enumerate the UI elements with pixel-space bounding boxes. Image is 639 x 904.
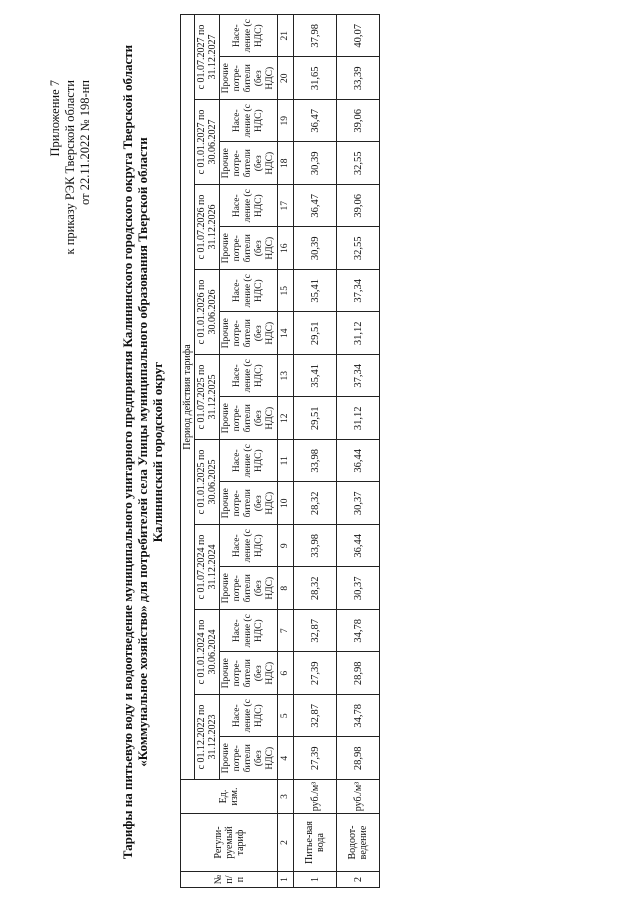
tariff-value: 33,98 (294, 525, 337, 568)
category-other-consumers: Прочие потре-бители (без НДС) (220, 227, 278, 270)
category-population: Насе-ление (с НДС) (220, 270, 278, 313)
row-number: 2 (337, 872, 380, 888)
period-header: с 01.01.2027 по 30.06.2027 (195, 100, 220, 185)
column-number: 14 (278, 312, 294, 355)
tariff-value: 36,47 (294, 100, 337, 143)
column-number: 19 (278, 100, 294, 143)
table-row (337, 15, 380, 888)
tariff-value: 32,55 (337, 227, 380, 270)
column-number: 11 (278, 440, 294, 483)
column-number: 2 (278, 814, 294, 872)
category-other-consumers: Прочие потре-бители (без НДС) (220, 57, 278, 100)
unit-cell: руб./м³ (337, 780, 380, 814)
category-other-consumers: Прочие потре-бители (без НДС) (220, 567, 278, 610)
tariff-value: 30,37 (337, 567, 380, 610)
tariff-value: 31,65 (294, 57, 337, 100)
row-number: 1 (294, 872, 337, 888)
category-other-consumers: Прочие потре-бители (без НДС) (220, 312, 278, 355)
tariff-value: 29,51 (294, 397, 337, 440)
category-population: Насе-ление (с НДС) (220, 185, 278, 228)
tariff-value: 33,39 (337, 57, 380, 100)
column-number: 6 (278, 652, 294, 695)
tariff-value: 28,98 (337, 737, 380, 780)
category-other-consumers: Прочие потре-бители (без НДС) (220, 142, 278, 185)
tariff-value: 37,98 (294, 15, 337, 58)
period-header: с 01.01.2025 по 30.06.2025 (195, 440, 220, 525)
table-body (294, 15, 380, 888)
category-population: Насе-ление (с НДС) (220, 15, 278, 58)
column-number: 1 (278, 872, 294, 888)
period-header: с 01.12.2022 по 31.12.2023 (195, 695, 220, 780)
tariff-name: Питье-вая вода (294, 814, 337, 872)
category-other-consumers: Прочие потре-бители (без НДС) (220, 652, 278, 695)
period-header: с 01.07.2027 по 31.12.2027 (195, 15, 220, 100)
tariff-value: 30,39 (294, 142, 337, 185)
title-line-3: Калининский городской округ (150, 361, 165, 543)
category-other-consumers: Прочие потре-бители (без НДС) (220, 482, 278, 525)
tariff-value: 37,34 (337, 270, 380, 313)
header-row-dates (195, 15, 220, 888)
tariff-value: 30,39 (294, 227, 337, 270)
period-header: с 01.07.2025 по 31.12.2025 (195, 355, 220, 440)
category-population: Насе-ление (с НДС) (220, 440, 278, 483)
tariff-value: 28,32 (294, 482, 337, 525)
title-line-1: Тарифы на питьевую воду и водоотведение муниципального унитарного предприятия Калининского городского округа Тверской области (120, 44, 135, 860)
category-population: Насе-ление (с НДС) (220, 100, 278, 143)
tariff-value: 31,12 (337, 312, 380, 355)
column-number: 17 (278, 185, 294, 228)
header-no: № п/п (181, 872, 278, 888)
column-number: 20 (278, 57, 294, 100)
title-line-2: «Коммунальное хозяйство» для потребителей села Упицы муниципального образования Тверской области (135, 137, 150, 767)
tariff-value: 36,44 (337, 440, 380, 483)
annex-block (48, 80, 93, 254)
tariff-value: 40,07 (337, 15, 380, 58)
tariff-value: 27,39 (294, 652, 337, 695)
column-number: 12 (278, 397, 294, 440)
tariff-value: 34,78 (337, 610, 380, 653)
tariff-value: 39,06 (337, 185, 380, 228)
tariff-value: 28,98 (337, 652, 380, 695)
period-header: с 01.07.2026 по 31.12.2026 (195, 185, 220, 270)
category-population: Насе-ление (с НДС) (220, 695, 278, 738)
tariff-value: 39,06 (337, 100, 380, 143)
column-number: 15 (278, 270, 294, 313)
column-number: 4 (278, 737, 294, 780)
tariff-table (180, 14, 380, 888)
document-title (120, 40, 165, 864)
column-number: 3 (278, 780, 294, 814)
category-other-consumers: Прочие потре-бители (без НДС) (220, 737, 278, 780)
column-number: 10 (278, 482, 294, 525)
column-number: 5 (278, 695, 294, 738)
category-population: Насе-ление (с НДС) (220, 355, 278, 398)
category-population: Насе-ление (с НДС) (220, 610, 278, 653)
category-population: Насе-ление (с НДС) (220, 525, 278, 568)
tariff-value: 36,47 (294, 185, 337, 228)
tariff-value: 27,39 (294, 737, 337, 780)
tariff-value: 32,55 (337, 142, 380, 185)
column-number: 8 (278, 567, 294, 610)
column-number: 21 (278, 15, 294, 58)
tariff-value: 31,12 (337, 397, 380, 440)
tariff-value: 33,98 (294, 440, 337, 483)
column-number: 18 (278, 142, 294, 185)
tariff-value: 36,44 (337, 525, 380, 568)
period-header: с 01.01.2026 по 30.06.2026 (195, 270, 220, 355)
unit-cell: руб./м³ (294, 780, 337, 814)
tariff-value: 32,87 (294, 695, 337, 738)
header-unit: Ед. изм. (181, 780, 278, 814)
tariff-value: 28,32 (294, 567, 337, 610)
period-header: с 01.01.2024 по 30.06.2024 (195, 610, 220, 695)
annex-order-date: от 22.11.2022 № 198-нп (78, 80, 92, 205)
tariff-value: 35,41 (294, 270, 337, 313)
annex-number: Приложение 7 (48, 80, 62, 157)
column-number: 9 (278, 525, 294, 568)
table-row (294, 15, 337, 888)
header-row-column-numbers (278, 15, 294, 888)
period-header: с 01.07.2024 по 31.12.2024 (195, 525, 220, 610)
tariff-value: 30,37 (337, 482, 380, 525)
tariff-value: 32,87 (294, 610, 337, 653)
tariff-name: Водоот-ведение (337, 814, 380, 872)
column-number: 13 (278, 355, 294, 398)
tariff-value: 29,51 (294, 312, 337, 355)
tariff-value: 37,34 (337, 355, 380, 398)
column-number: 7 (278, 610, 294, 653)
tariff-value: 34,78 (337, 695, 380, 738)
column-number: 16 (278, 227, 294, 270)
tariff-value: 35,41 (294, 355, 337, 398)
category-other-consumers: Прочие потре-бители (без НДС) (220, 397, 278, 440)
annex-order-ref: к приказу РЭК Тверской области (63, 80, 77, 255)
header-row-period (181, 15, 195, 888)
header-tariff: Регули-руемый тариф (181, 814, 278, 872)
header-row-categories (220, 15, 278, 888)
header-period: Период действия тарифа (181, 15, 195, 780)
